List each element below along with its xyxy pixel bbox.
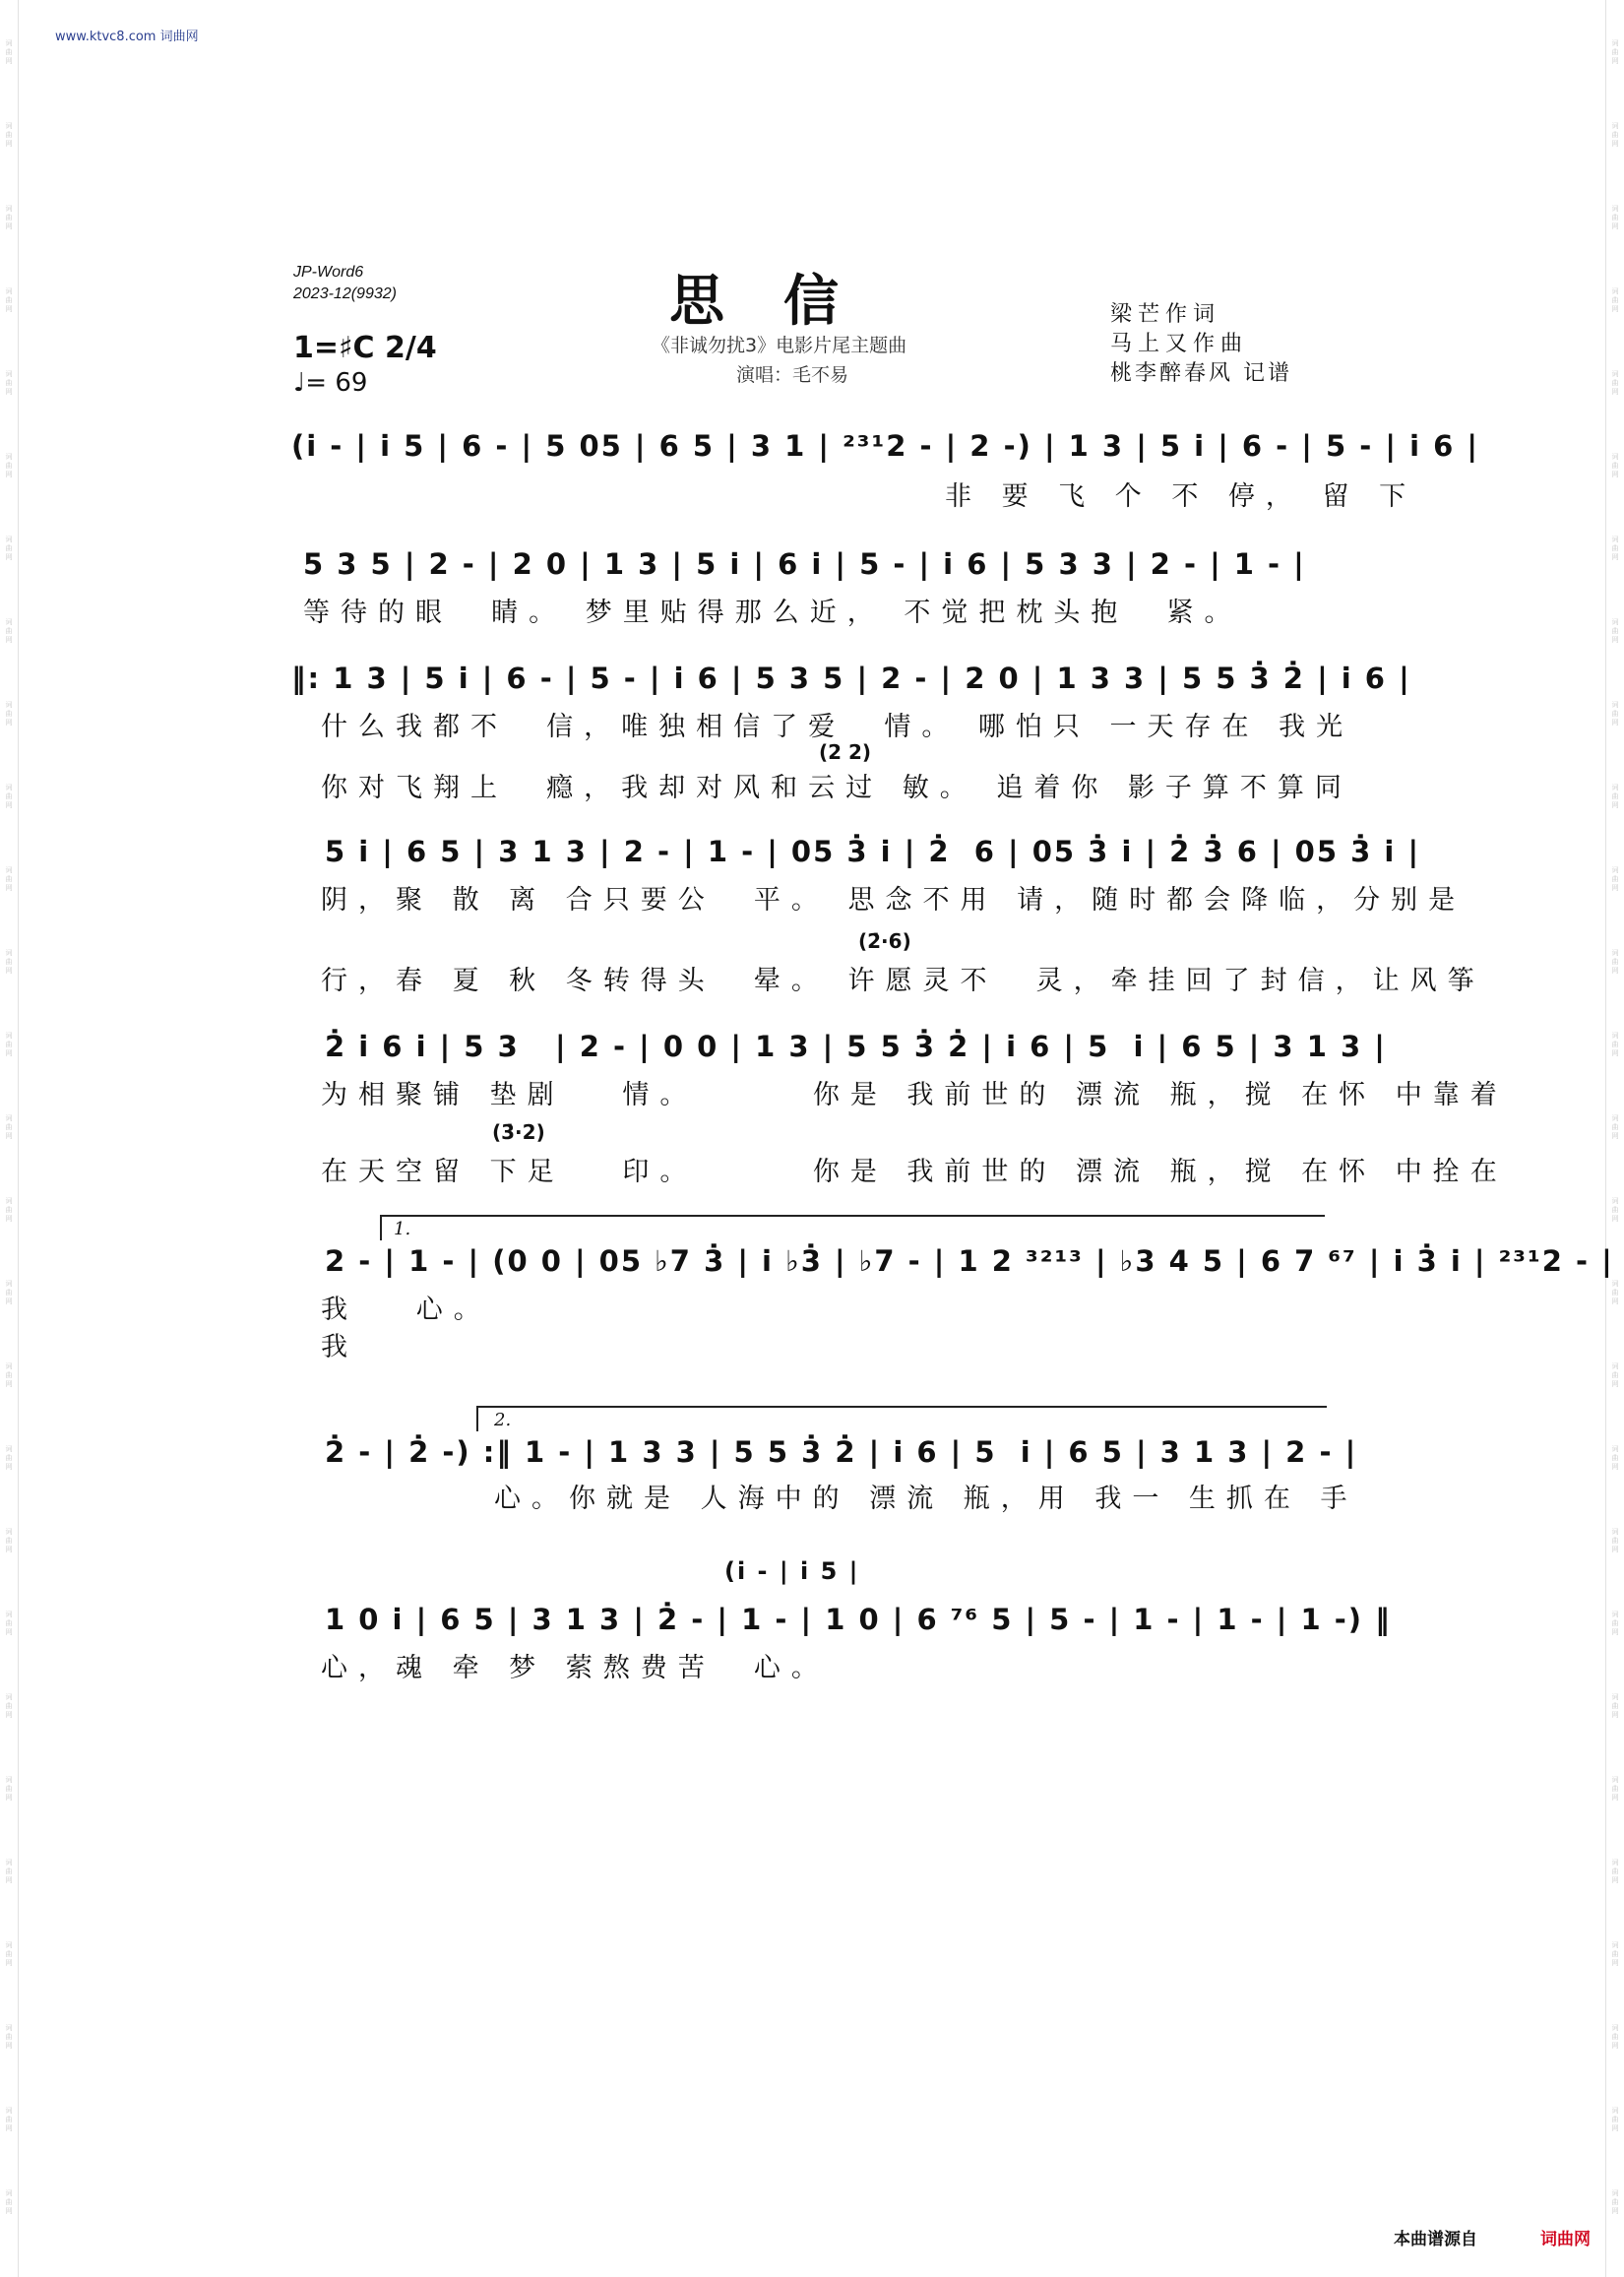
side-watermark: 词曲网 (5, 453, 13, 478)
song-subtitle: 《非诚勿扰3》电影片尾主题曲 (652, 335, 907, 356)
first-ending-tick (380, 1215, 382, 1240)
lyrics-line-5-verse-2: 在天空留 下足 印。 你是 我前世的 漂流 瓶，搅 在怀 中拴在 (321, 1157, 1508, 1187)
lyrics-line-1: 非 要 飞 个 不 停， 留 下 (945, 481, 1417, 512)
side-watermark: 词曲网 (1611, 1445, 1619, 1471)
side-watermark: 词曲网 (5, 1693, 13, 1719)
side-watermark: 词曲网 (1611, 1611, 1619, 1636)
side-watermark: 词曲网 (5, 1445, 13, 1471)
side-watermark: 词曲网 (5, 122, 13, 148)
side-watermark: 词曲网 (1611, 205, 1619, 230)
lyricist-credit: 梁芒作词 (1110, 302, 1221, 327)
notation-line-4: 5 i̇ | 6 5 | 3 1 3 | 2 - | 1 - | 05 3̇ i̇ | 2̇ 6 | 05 3̇ i̇ | 2̇ 3̇ 6 | 05 3̇ i̇ | (325, 835, 1421, 868)
notation-line-7: 2̇ - | 2̇ -) :‖ 1 - | 1 3 3 | 5 5 3̇ 2̇ | i̇ 6 | 5 i̇ | 6 5 | 3 1 3 | 2 - | (325, 1435, 1358, 1469)
side-watermark: 词曲网 (1611, 39, 1619, 65)
notation-line-6: 2 - | 1 - | (0 0 | 05 ♭7 3̇ | i̇ ♭3̇ | ♭7 - | 1 2 ³²¹³ | ♭3 4 5 | 6 7 ⁶⁷ | i̇ 3̇ i̇ | ²³¹2 - | (325, 1244, 1614, 1278)
composer-credit: 马上又作曲 (1110, 332, 1249, 356)
side-watermark: 词曲网 (1611, 1528, 1619, 1553)
side-watermark: 词曲网 (1611, 1941, 1619, 1967)
side-watermark: 词曲网 (1611, 2024, 1619, 2050)
source-site-link[interactable]: 词曲网 (1540, 2230, 1591, 2249)
lyrics-line-6-verse-1: 我 心。 (321, 1295, 491, 1325)
side-watermark: 词曲网 (1611, 2107, 1619, 2132)
transcriber-credit: 桃李醉春风 记谱 (1110, 361, 1292, 386)
notation-line-8: 1 0 i̇ | 6 5 | 3 1 3 | 2̇ - | 1 - | 1 0 | 6 ⁷⁶ 5 | 5 - | 1 - | 1 - | 1 -) ‖ (325, 1603, 1392, 1636)
side-watermark: 词曲网 (5, 784, 13, 809)
side-watermark: 词曲网 (5, 1114, 13, 1140)
notation-line-8-pre: (i̇ - | i̇ 5 | (724, 1557, 860, 1585)
side-watermark: 词曲网 (5, 2189, 13, 2215)
side-watermark: 词曲网 (1611, 1280, 1619, 1305)
site-link[interactable]: www.ktvc8.com 词曲网 (55, 30, 199, 44)
lyrics-line-3-verse-2: 你对飞翔上 瘾，我却对风和云过 敏。 追着你 影子算不算同 (321, 773, 1352, 803)
alt-notes-line-5: (3̇·2) (492, 1120, 545, 1144)
side-watermark: 词曲网 (5, 1776, 13, 1802)
lyrics-line-7: 心。你就是 人海中的 漂流 瓶，用 我一 生抓在 手 (494, 1484, 1358, 1514)
side-watermark: 词曲网 (1611, 1197, 1619, 1223)
alt-notes-line-4: (2̇·6) (858, 929, 911, 953)
side-watermark: 词曲网 (1611, 287, 1619, 313)
side-watermark: 词曲网 (5, 1362, 13, 1388)
side-watermark: 词曲网 (5, 1197, 13, 1223)
second-ending-bracket (476, 1406, 1327, 1408)
side-watermark: 词曲网 (1611, 122, 1619, 148)
side-watermark: 词曲网 (5, 949, 13, 975)
side-watermark: 词曲网 (5, 287, 13, 313)
side-watermark: 词曲网 (1611, 536, 1619, 561)
side-watermark: 词曲网 (5, 536, 13, 561)
side-watermark: 词曲网 (5, 1611, 13, 1636)
side-watermark: 词曲网 (1611, 949, 1619, 975)
side-watermark: 词曲网 (1611, 1859, 1619, 1884)
lyrics-line-3-verse-1: 什么我都不 信，唯独相信了爱 情。 哪怕只 一天存在 我光 (321, 712, 1354, 742)
lyrics-line-4-verse-2: 行，春 夏 秋 冬转得头 晕。 许愿灵不 灵，牵挂回了封信，让风筝 (321, 966, 1485, 996)
notation-line-1: (i̇ - | i̇ 5 | 6 - | 5 05 | 6 5 | 3 1 | ²³¹2 - | 2 -) | 1 3 | 5 i̇ | 6 - | 5 - | i̇ 6 | (291, 429, 1479, 463)
side-watermark: 词曲网 (5, 1941, 13, 1967)
side-watermark: 词曲网 (5, 866, 13, 892)
side-watermark: 词曲网 (5, 1859, 13, 1884)
side-watermark: 词曲网 (5, 370, 13, 396)
key-signature: 1=♯C 2/4 (293, 331, 437, 365)
side-watermark: 词曲网 (5, 2107, 13, 2132)
second-ending-tick (476, 1406, 478, 1431)
side-watermark: 词曲网 (5, 701, 13, 727)
second-ending-number: 2. (494, 1410, 512, 1430)
song-title: 思信 (669, 269, 898, 334)
side-watermark: 词曲网 (1611, 1362, 1619, 1388)
side-watermark: 词曲网 (1611, 701, 1619, 727)
side-watermark: 词曲网 (5, 1032, 13, 1057)
lyrics-line-4-verse-1: 阴，聚 散 离 合只要公 平。 思念不用 请，随时都会降临，分别是 (321, 885, 1467, 916)
side-watermark: 词曲网 (1611, 1114, 1619, 1140)
side-watermark: 词曲网 (5, 205, 13, 230)
side-watermark: 词曲网 (5, 618, 13, 644)
lyrics-line-5-verse-1: 为相聚铺 垫剧 情。 你是 我前世的 漂流 瓶，搅 在怀 中靠着 (321, 1080, 1508, 1110)
source-label: 本曲谱源自 (1394, 2230, 1477, 2249)
notation-line-5: 2̇ i̇ 6 i̇ | 5 3 | 2 - | 0 0 | 1 3 | 5 5 3̇ 2̇ | i̇ 6 | 5 i̇ | 6 5 | 3 1 3 | (325, 1030, 1387, 1063)
side-watermark: 词曲网 (1611, 2189, 1619, 2215)
side-watermark: 词曲网 (5, 1528, 13, 1553)
notation-line-2: 5 3 5 | 2 - | 2 0 | 1 3 | 5 i̇ | 6 i̇ | 5 - | i̇ 6 | 5 3 3 | 2 - | 1 - | (303, 547, 1306, 581)
lyrics-line-2: 等待的眼 睛。 梦里贴得那么近， 不觉把枕头抱 紧。 (303, 598, 1242, 628)
side-watermark: 词曲网 (1611, 1693, 1619, 1719)
lyrics-line-6-verse-2: 我 (321, 1332, 358, 1362)
date-code: 2023-12(9932) (293, 285, 397, 302)
side-watermark: 词曲网 (1611, 453, 1619, 478)
singer-credit: 演唱：毛不易 (736, 364, 849, 386)
side-watermark: 词曲网 (5, 39, 13, 65)
tempo-marking: ♩= 69 (293, 368, 368, 398)
side-watermark: 词曲网 (1611, 1776, 1619, 1802)
software-label: JP-Word6 (293, 264, 364, 281)
side-watermark: 词曲网 (1611, 784, 1619, 809)
notation-line-3: ‖: 1 3 | 5 i̇ | 6 - | 5 - | i̇ 6 | 5 3 5 | 2 - | 2 0 | 1 3 3 | 5 5 3̇ 2̇ | i̇ 6 | (291, 662, 1411, 695)
alt-notes-line-3: (2 2) (819, 740, 872, 764)
side-watermark: 词曲网 (5, 2024, 13, 2050)
first-ending-number: 1. (394, 1219, 411, 1239)
lyrics-line-8: 心，魂 牵 梦 萦熬费苦 心。 (321, 1653, 829, 1683)
side-watermark: 词曲网 (1611, 618, 1619, 644)
side-watermark: 词曲网 (1611, 370, 1619, 396)
side-watermark: 词曲网 (1611, 866, 1619, 892)
side-watermark: 词曲网 (1611, 1032, 1619, 1057)
first-ending-bracket (380, 1215, 1325, 1217)
side-watermark: 词曲网 (5, 1280, 13, 1305)
